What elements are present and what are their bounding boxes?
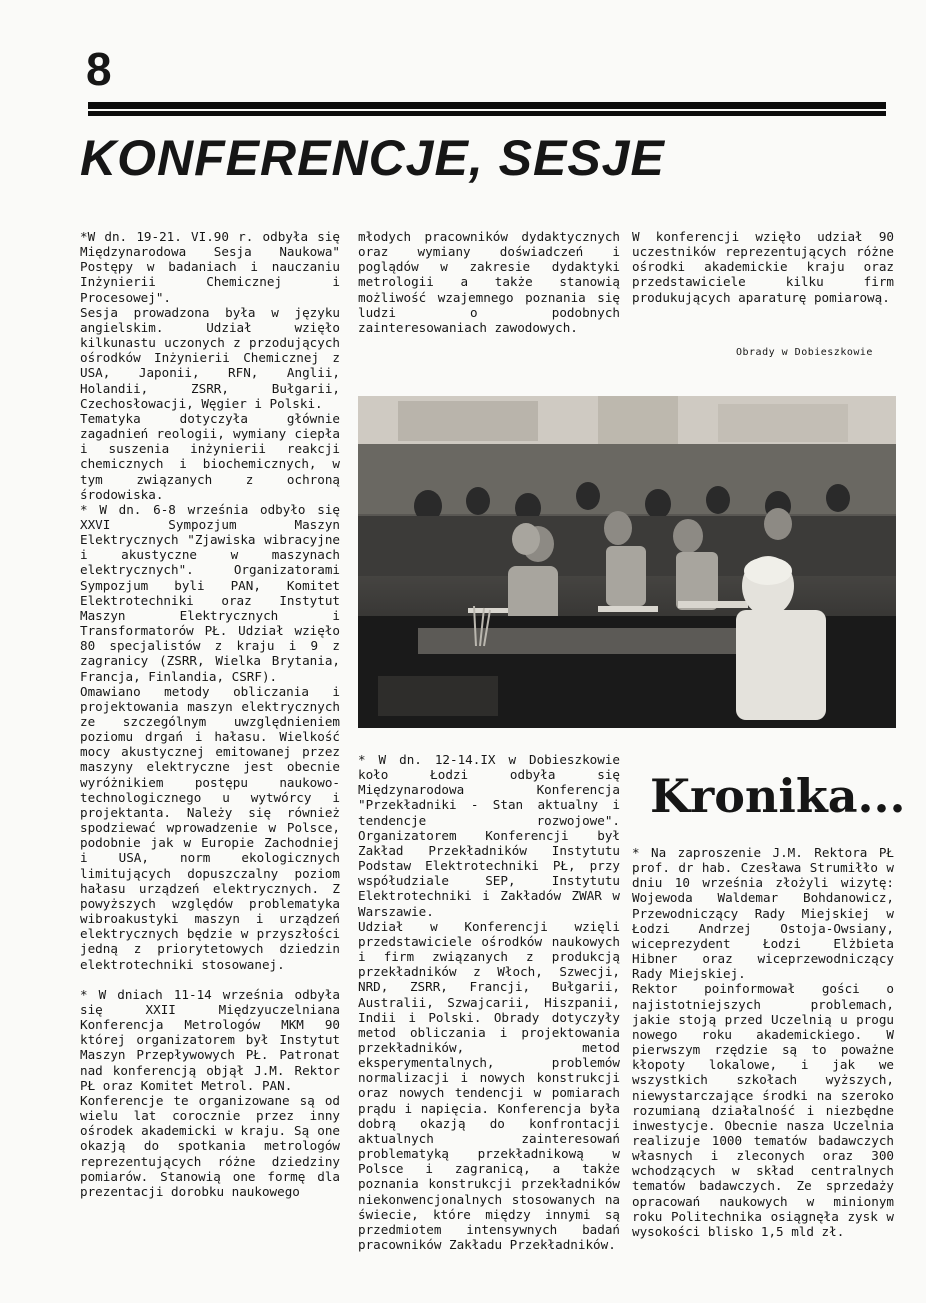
header-rule-secondary [88, 111, 886, 116]
photo-caption: Obrady w Dobieszkowie [736, 347, 873, 358]
article-column-right-top: W konferencji wzięło udział 90 uczestników reprezentujących różne ośrodki akademickie kraju oraz przedstawiciele kilku firm produkujących aparaturę pomiarową. [632, 229, 894, 305]
page-number: 8 [86, 43, 112, 95]
header-rule [88, 102, 886, 109]
section-headline: KONFERENCJE, SESJE [80, 130, 665, 186]
kronika-title: Kronika... [650, 769, 906, 823]
article-column-right-bottom: * Na zaproszenie J.M. Rektora PŁ prof. dr hab. Czesława Strumiłło w dniu 10 września złożyli wizytę: Wojewoda Waldemar Bohdanowicz, Przewodniczący Rady Miejskiej w Łodzi Andrzej Ostoja-Owsiany, wiceprezydent Łodzi Elżbieta Hibner oraz wiceprzewodniczący Rady Miejskiej. Rektor poinformował gości o najistotniejszych problemach, jakie stoją przed Uczelnią u progu nowego roku akademickiego. W pierwszym rzędzie są to poważne kłopoty lokalowe, i jak we wszystkich szkołach wyższych, niewystarczające środki na szeroko rozumianą działalność i niezbędne inwestycje. Obecnie nasza Uczelnia realizuje 1000 tematów badawczych własnych i zleconych oraz 300 wchodzących w skład centralnych tematów badawczych. Ze sprzedaży opracowań naukowych w minionym roku Politechnika osiągnęła zysk w wysokości blisko 1,5 mld zł. [632, 845, 894, 1239]
conference-photo [358, 396, 896, 728]
article-column-left: *W dn. 19-21. VI.90 r. odbyła się Międzynarodowa Sesja Naukowa" Postępy w badaniach i nauczaniu Inżynierii Chemicznej i Procesowej". Sesja prowadzona była w języku angielskim. Udział wzięło kilkunastu uczonych z przodujących ośrodków Inżynierii Chemicznej z USA, Japonii, RFN, Anglii, Holandii, ZSRR, Bułgarii, Czechosłowacji, Węgier i Polski. Tematyka dotyczyła głównie zagadnień reologii, wymiany ciepła i suszenia inżynierii reakcji chemicznych i biochemicznych, w tym związanych z ochroną środowiska. * W dn. 6-8 września odbyło się XXVI Sympozjum Maszyn Elektrycznych "Zjawiska wibracyjne i akustyczne w maszynach elektrycznych". Organizatorami Sympozjum byli PAN, Komitet Elektrotechniki oraz Instytut Maszyn Elektrycznych i Transformatorów PŁ. Udział wzięło 80 specjalistów z kraju i 9 z zagranicy (ZSRR, Wielka Brytania, Francja, Finlandia, CSRF). Omawiano metody obliczania i projektowania maszyn elektrycznych ze szczególnym uwzględnieniem poziomu drgań i hałasu. Wielkość mocy akustycznej emitowanej przez maszyny elektryczne jest obecnie wyróżnikiem postępu naukowo-technologicznego u wytwórcy i projektanta. Należy się również spodziewać wprowadzenie w Polsce, podobnie jak w Europie Zachodniej i USA, norm ekologicznych limitujących dopuszczalny poziom hałasu urządzeń elektrycznych. Z powyższych względów problematyka wibroakustyki maszyn i urządzeń elektrycznych będzie w przyszłości jedną z priorytetowych dziedzin elektrotechniki stosowanej. * W dniach 11-14 września odbyła się XXII Międzyuczelniana Konferencja Metrologów MKM 90 której organizatorem był Instytut Maszyn Przepływowych PŁ. Patronat nad konferencją objął J.M. Rektor PŁ oraz Komitet Metrol. PAN. Konferencje te organizowane są od wielu lat corocznie przez inny ośrodek akademicki w kraju. Są one okazją do spotkania metrologów reprezentujących różne dziedziny pomiarów. Stanowią one formę dla prezentacji dorobku naukowego [80, 229, 340, 1199]
article-column-middle-bottom: * W dn. 12-14.IX w Dobieszkowie koło Łodzi odbyła się Międzynarodowa Konferencja "Przekładniki - Stan aktualny i tendencje rozwojowe". Organizatorem Konferencji był Zakład Przekładników Instytutu Podstaw Elektrotechniki PŁ, przy współudziale SEP, Instytutu Elektrotechniki i Zakładów ZWAR w Warszawie. Udział w Konferencji wzięli przedstawiciele ośrodków naukowych i firm związanych z produkcją przekładników z Włoch, Szwecji, NRD, ZSRR, Francji, Bułgarii, Australii, Szwajcarii, Hiszpanii, Indii i Polski. Obrady dotyczyły metod obliczania i projektowania przekładników, metod eksperymentalnych, problemów normalizacji i nowych konstrukcji oraz nowych tendencji w pomiarach prądu i napięcia. Konferencja była dobrą okazją do konfrontacji aktualnych zainteresowań problematyką przekładnikową w Polsce i zagranicą, a także poznania konstrukcji przekładników niekonwencjonalnych stosowanych na świecie, które między innymi są przedmiotem intensywnych badań pracowników Zakładu Przekładników. [358, 752, 620, 1252]
article-column-middle-top: młodych pracowników dydaktycznych oraz wymiany doświadczeń i poglądów w zakresie dydaktyki metrologii a także stanowią możliwość wzajemnego poznania się ludzi o podobnych zainteresowaniach zawodowych. [358, 229, 620, 335]
